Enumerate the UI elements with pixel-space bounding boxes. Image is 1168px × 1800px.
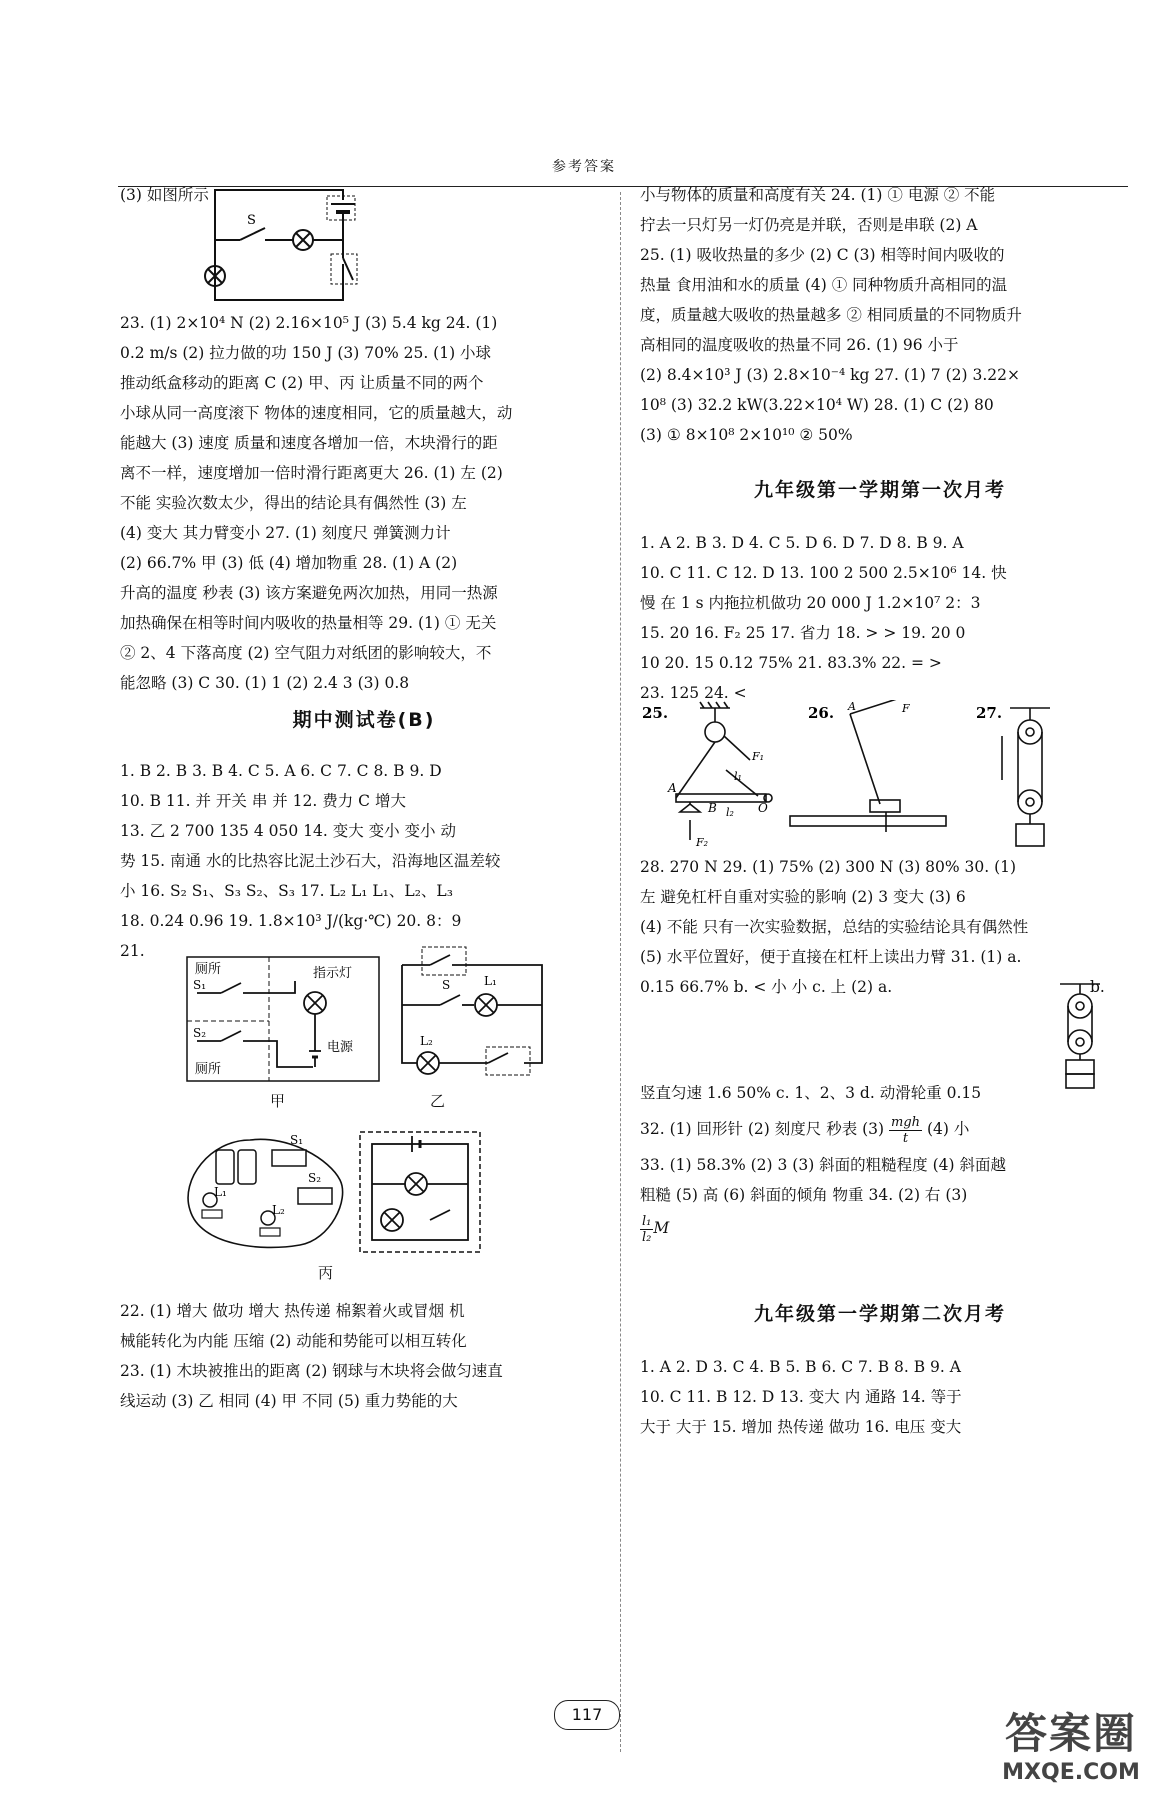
text-line: 粗糙 (5) 高 (6) 斜面的倾角 物重 34. (2) 右 (3) [640,1186,968,1204]
section-title: 期中测试卷(B) [292,709,436,731]
text-line: 械能转化为内能 压缩 (2) 动能和势能可以相互转化 [120,1332,467,1350]
text-line: 势 15. 南通 水的比热容比泥土沙石大，沿海地区温差较 [120,852,501,870]
text-line: 22. (1) 增大 做功 增大 热传递 棉絮着火或冒烟 机 [120,1302,465,1320]
fig-label: S₁ [290,1133,304,1147]
fig-caption-jia: 甲 [270,1092,286,1110]
text-line: 线运动 (3) 乙 相同 (4) 甲 不同 (5) 重力势能的大 [120,1392,458,1410]
section-title: 九年级第一学期第二次月考 [753,1303,1006,1325]
text-line: 慢 在 1 s 内拖拉机做功 20 000 J 1.2×10⁷ 2：3 [640,594,981,612]
text-line [640,1210,1120,1246]
right-answers-28-31 [640,852,1120,1002]
text-line: 10⁸ (3) 32.2 kW(3.22×10⁴ W) 28. (1) C (2) 80 [640,396,994,414]
fig-number: 27. [976,704,1003,722]
text-line: 10 20. 15 0.12 75% 21. 83.3% 22. = > [640,654,942,672]
fig-label: B [708,801,717,815]
fig-label: S₁ [193,978,207,992]
text-line: 拧去一只灯另一灯仍亮是并联，否则是串联 (2) A [640,216,978,234]
fraction-numerator: l₁ [642,1213,652,1229]
right-answers-33-34 [640,1150,1120,1246]
text-line: 高相同的温度吸收的热量不同 26. (1) 96 小于 [640,336,959,354]
fig-label: O [758,801,768,815]
text-line: (3) 如图所示 [120,186,209,204]
fig-caption-bing: 丙 [318,1264,334,1282]
text-line: 0.15 66.7% b. < 小 小 c. 上 (2) a. [640,978,893,996]
fig-label: l₂ [726,806,734,819]
right-answer-32 [640,1112,1120,1146]
fraction-mgh-over-t [889,1115,922,1146]
circuit-diagram-3 [195,188,365,306]
figure-31-pulley [1050,980,1120,1090]
switch-label-s: S [247,213,256,228]
text-line: 大于 大于 15. 增加 热传递 做功 16. 电压 变大 [640,1418,962,1436]
text-line: (3) ① 8×10⁸ 2×10¹⁰ ② 50% [640,426,853,444]
text-line: (4) 不能 只有一次实验数据，总结的实验结论具有偶然性 [640,918,1029,936]
text-line: 能越大 (3) 速度 质量和速度各增加一倍，木块滑行的距 [120,434,498,452]
text-span: (4) 小 [927,1120,970,1138]
fig-label: 电源 [327,1040,354,1055]
text-line: 1. A 2. B 3. D 4. C 5. D 6. D 7. D 8. B 9. A [640,534,964,552]
fig-label: L₂ [420,1034,433,1048]
right-answers-31-cont [640,1078,1120,1108]
text-line: 能忽略 (3) C 30. (1) 1 (2) 2.4 3 (3) 0.8 [120,674,410,692]
fig-label: 厕所 [195,962,222,977]
figure-21-jia [185,955,385,1085]
section-first-monthly [640,460,1120,520]
site-watermark [982,1708,1160,1794]
fraction-denominator: l₂ [642,1229,652,1245]
text-line: 小球从同一高度滚下 物体的速度相同，它的质量越大，动 [120,404,513,422]
text-line: 33. (1) 58.3% (2) 3 (3) 斜面的粗糙程度 (4) 斜面越 [640,1156,1006,1174]
fig-label: S₂ [308,1171,322,1185]
text-span: 32. (1) 回形针 (2) 刻度尺 秒表 (3) [640,1120,885,1138]
text-line: 18. 0.24 0.96 19. 1.8×10³ J/(kg·℃) 20. 8：9 [120,912,462,930]
text-line [640,1112,1120,1146]
text-line: 不能 实验次数太少，得出的结论具有偶然性 (3) 左 [120,494,467,512]
text-line: ② 2、4 下落高度 (2) 空气阻力对纸团的影响较大，不 [120,644,492,662]
left-answers-22-23 [120,1296,608,1416]
text-line: 0.2 m/s (2) 拉力做的功 150 J (3) 70% 25. (1) 小球 [120,344,492,362]
text-line: 15. 20 16. F₂ 25 17. 省力 18. > > 19. 20 0 [640,624,966,642]
item-b-label: b. [1090,978,1105,996]
fig-label: L₁ [484,974,497,988]
text-line: 23. 125 24. < [640,684,747,702]
text-line: 23. (1) 2×10⁴ N (2) 2.16×10⁵ J (3) 5.4 kg 24. (1) [120,314,498,332]
column-divider [620,192,621,1752]
fig-caption-yi: 乙 [430,1092,446,1110]
figure-21-yi [400,945,560,1085]
fig-label: l₁ [734,770,742,783]
fig-label: F₂ [696,836,709,849]
figures-25-26-27 [640,700,1120,850]
right-answers-second-monthly [640,1352,1120,1442]
text-line: (2) 66.7% 甲 (3) 低 (4) 增加物重 28. (1) A (2) [120,554,458,572]
text-line: 13. 乙 2 700 135 4 050 14. 变大 变小 变小 动 [120,822,456,840]
fig-number: 25. [642,704,669,722]
text-line: 1. A 2. D 3. C 4. B 5. B 6. C 7. B 8. B 9. A [640,1358,961,1376]
text-line: 21. [120,942,145,960]
left-answers-1-21 [120,756,608,966]
text-line: 热量 食用油和水的质量 (4) ① 同种物质升高相同的温 [640,276,1008,294]
text-line: 10. C 11. B 12. D 13. 变大 内 通路 14. 等于 [640,1388,962,1406]
fig-label: 指示灯 [313,966,353,981]
text-line: 加热确保在相等时间内吸收的热量相等 29. (1) ① 无关 [120,614,497,632]
text-line: 升高的温度 秒表 (3) 该方案避免两次加热，用同一热源 [120,584,498,602]
text-line: 竖直匀速 1.6 50% c. 1、2、3 d. 动滑轮重 0.15 [640,1084,982,1102]
text-line: 离不一样，速度增加一倍时滑行距离更大 26. (1) 左 (2) [120,464,503,482]
figure-21-bing [180,1120,550,1260]
fraction-numerator: mgh [891,1114,921,1130]
text-line: 10. C 11. C 12. D 13. 100 2 500 2.5×10⁶ 14. 快 [640,564,1007,582]
fig-label: S [442,978,451,992]
watermark-sub: MXQE.COM [1002,1760,1140,1785]
text-line: 28. 270 N 29. (1) 75% (2) 300 N (3) 80% 30. (1) [640,858,1017,876]
text-line: 推动纸盒移动的距离 C (2) 甲、丙 让质量不同的两个 [120,374,484,392]
fig-number: 26. [808,704,835,722]
text-line: (4) 变大 其力臂变小 27. (1) 刻度尺 弹簧测力计 [120,524,451,542]
fraction-l1-over-l2 [640,1214,653,1245]
fig-label: A [848,700,856,713]
watermark-main: 答案圈 [1004,1709,1137,1758]
fig-label: F [902,702,910,715]
section-second-monthly [640,1284,1120,1344]
text-line: 1. B 2. B 3. B 4. C 5. A 6. C 7. C 8. B 9. D [120,762,442,780]
text-line: 左 避免杠杆自重对实验的影响 (2) 3 变大 (3) 6 [640,888,966,906]
text-line: 10. B 11. 并 开关 串 并 12. 费力 C 增大 [120,792,406,810]
text-line: (5) 水平位置好，便于直接在杠杆上读出力臂 31. (1) a. [640,948,1022,966]
fig-label: A [668,781,677,795]
page-number: 117 [554,1700,620,1730]
section-title: 九年级第一学期第一次月考 [753,479,1006,501]
right-answers-24-28 [640,180,1120,450]
text-span: M [653,1219,670,1237]
text-line: 小 16. S₂ S₁、S₃ S₂、S₃ 17. L₂ L₁ L₁、L₂、L₃ [120,882,453,900]
fig-label: F₁ [752,750,765,763]
text-line: 23. (1) 木块被推出的距离 (2) 钢球与木块将会做匀速直 [120,1362,503,1380]
fig-label: 厕所 [195,1062,222,1077]
fig-label: S₂ [193,1026,207,1040]
fraction-denominator: t [902,1130,909,1146]
text-line: (2) 8.4×10³ J (3) 2.8×10⁻⁴ kg 27. (1) 7 (2) 3.22× [640,366,1020,384]
text-line: 度，质量越大吸收的热量越多 ② 相同质量的不同物质升 [640,306,1022,324]
section-midterm-b [120,690,608,750]
fig-label: L₂ [272,1203,285,1217]
fig-label: L₁ [214,1185,227,1199]
text-line: 小与物体的质量和高度有关 24. (1) ① 电源 ② 不能 [640,186,996,204]
page-header-title: 参考答案 [552,159,616,175]
text-line: 25. (1) 吸收热量的多少 (2) C (3) 相等时间内吸收的 [640,246,1005,264]
right-answers-1-24 [640,528,1120,708]
left-answers-23-30 [120,308,608,698]
